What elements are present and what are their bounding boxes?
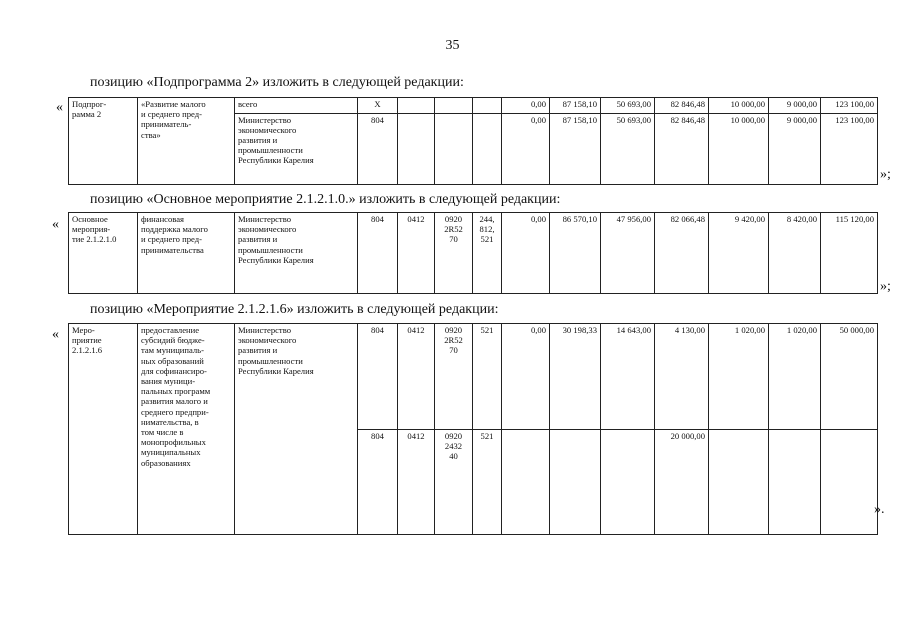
value-cell: 9 000,00 (769, 98, 821, 114)
value-cell: 0,00 (502, 98, 550, 114)
value-cell: 47 956,00 (601, 213, 655, 294)
value-cell (821, 429, 878, 535)
section-3-open-quote: « (52, 327, 59, 342)
status-cell: Подпрог- рамма 2 (69, 98, 138, 185)
section-2-close-quote: »; (880, 279, 891, 294)
value-cell: 86 570,10 (550, 213, 601, 294)
value-cell: 50 000,00 (821, 324, 878, 430)
executor-cell: Министерство экономического развития и промышленности Республики Карелия (235, 213, 358, 294)
value-cell (550, 429, 601, 535)
value-cell: 1 020,00 (709, 324, 769, 430)
csr-cell (435, 113, 473, 184)
grbs-cell: 804 (358, 213, 398, 294)
executor-cell: Министерство экономического развития и промышленности Республики Карелия (235, 324, 358, 535)
vr-cell: 521 (473, 429, 502, 535)
name-cell: предоставление субсидий бюдже- там муниципаль- ных образований для софинансиро- вания муници- пальных программ развития малого и среднего предпри- нимательства, в том числе в монопрофильных муниципальных образованиях (138, 324, 235, 535)
section-2-open-quote: « (52, 217, 59, 232)
vr-cell: 521 (473, 324, 502, 430)
value-cell: 8 420,00 (769, 213, 821, 294)
rz-cell (398, 98, 435, 114)
section-1-close-quote: »; (880, 167, 891, 182)
page-number: 35 (445, 38, 460, 53)
value-cell: 82 846,48 (655, 113, 709, 184)
value-cell: 87 158,10 (550, 98, 601, 114)
csr-cell: 0920 2R52 70 (435, 324, 473, 430)
executor-cell: всего (235, 98, 358, 114)
section-1-table (68, 97, 878, 185)
value-cell: 1 020,00 (769, 324, 821, 430)
csr-cell: 0920 2432 40 (435, 429, 473, 535)
value-cell: 82 846,48 (655, 98, 709, 114)
value-cell: 82 066,48 (655, 213, 709, 294)
value-cell: 30 198,33 (550, 324, 601, 430)
name-cell: «Развитие малого и среднего пред- приниматель- ства» (138, 98, 235, 185)
value-cell (502, 429, 550, 535)
value-cell: 10 000,00 (709, 98, 769, 114)
status-cell: Основное мероприя- тие 2.1.2.1.0 (69, 213, 138, 294)
value-cell: 123 100,00 (821, 113, 878, 184)
value-cell: 0,00 (502, 324, 550, 430)
rz-cell: 0412 (398, 213, 435, 294)
value-cell: 10 000,00 (709, 113, 769, 184)
csr-cell: 0920 2R52 70 (435, 213, 473, 294)
value-cell: 50 693,00 (601, 98, 655, 114)
section-2-table (68, 212, 878, 294)
grbs-cell: 804 (358, 324, 398, 430)
csr-cell (435, 98, 473, 114)
section-1-heading: позицию «Подпрограмма 2» изложить в следующей редакции: (90, 75, 464, 90)
vr-cell: 244, 812, 521 (473, 213, 502, 294)
value-cell (769, 429, 821, 535)
value-cell: 9 420,00 (709, 213, 769, 294)
value-cell: 0,00 (502, 113, 550, 184)
name-cell: финансовая поддержка малого и среднего пред- принимательства (138, 213, 235, 294)
rz-cell: 0412 (398, 324, 435, 430)
value-cell: 20 000,00 (655, 429, 709, 535)
section-3-close-quote: ». (874, 502, 885, 517)
value-cell (709, 429, 769, 535)
rz-cell: 0412 (398, 429, 435, 535)
value-cell: 14 643,00 (601, 324, 655, 430)
grbs-cell: 804 (358, 429, 398, 535)
value-cell: 115 120,00 (821, 213, 878, 294)
vr-cell (473, 98, 502, 114)
executor-cell: Министерство экономического развития и промышленности Республики Карелия (235, 113, 358, 184)
section-1-open-quote: « (56, 100, 63, 115)
section-3-table (68, 323, 878, 535)
value-cell: 9 000,00 (769, 113, 821, 184)
value-cell: 4 130,00 (655, 324, 709, 430)
value-cell (601, 429, 655, 535)
value-cell: 87 158,10 (550, 113, 601, 184)
status-cell: Меро- приятие 2.1.2.1.6 (69, 324, 138, 535)
value-cell: 0,00 (502, 213, 550, 294)
rz-cell (398, 113, 435, 184)
grbs-cell: 804 (358, 113, 398, 184)
section-2-heading: позицию «Основное мероприятие 2.1.2.1.0.» изложить в следующей редакции: (90, 192, 561, 207)
vr-cell (473, 113, 502, 184)
value-cell: 50 693,00 (601, 113, 655, 184)
grbs-cell: Х (358, 98, 398, 114)
value-cell: 123 100,00 (821, 98, 878, 114)
section-3-heading: позицию «Мероприятие 2.1.2.1.6» изложить в следующей редакции: (90, 302, 499, 317)
